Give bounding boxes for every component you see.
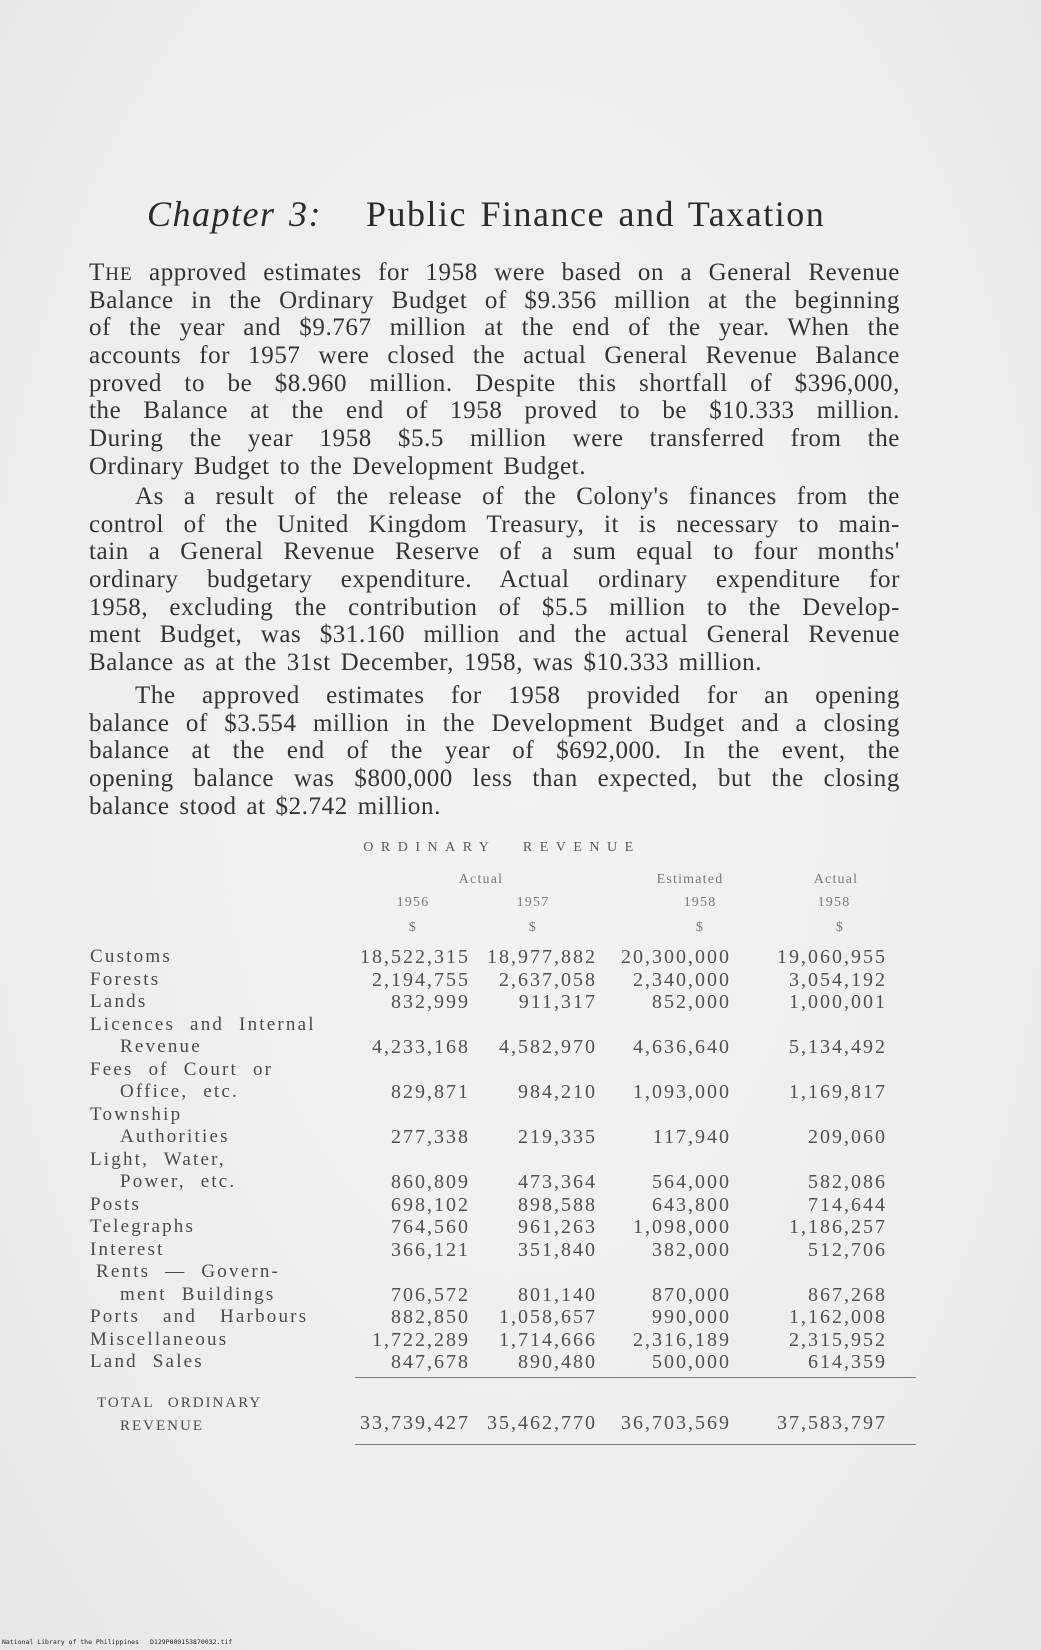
- table-row: [90, 1306, 900, 1329]
- value-1957-actual: 18,977,882: [487, 946, 597, 968]
- value-1956-actual: 882,850: [391, 1306, 470, 1328]
- row-label: [90, 1014, 355, 1059]
- row-label-line: Land Sales: [90, 1351, 204, 1372]
- row-label-line: Power, etc.: [120, 1171, 237, 1192]
- table-row: [90, 1104, 900, 1149]
- value-1958-estimated: 2,340,000: [633, 968, 731, 991]
- table-row: [90, 1351, 900, 1374]
- paragraph: [89, 483, 900, 677]
- total-row: [90, 1392, 900, 1438]
- footer-library: National Library of the Philippines: [2, 1638, 139, 1646]
- row-label-line: Miscellaneous: [90, 1328, 229, 1350]
- value-1956-actual: 706,572: [391, 1283, 470, 1306]
- chapter-title: Public Finance and Taxation: [366, 194, 826, 234]
- row-label-line: Office, etc.: [120, 1081, 239, 1102]
- body-line: As a result of the release of the Colony's finances from the: [135, 483, 900, 510]
- value-1956-actual: 829,871: [391, 1081, 470, 1103]
- body-line: The approved estimates for 1958 provided for an opening: [135, 682, 900, 709]
- body-line-text: approved estimates for 1958 were based on a General Revenue: [149, 259, 900, 286]
- value-1957-actual: 961,263: [518, 1216, 597, 1238]
- body-line: Balance in the Ordinary Budget of $9.356 million at the beginning: [89, 286, 900, 314]
- value-1957-actual: 351,840: [518, 1238, 597, 1261]
- value-1958-actual: 1,162,008: [789, 1306, 887, 1328]
- value-1958-estimated: 20,300,000: [621, 946, 731, 968]
- value-1956-actual: 366,121: [391, 1238, 470, 1261]
- table-row: [90, 969, 900, 992]
- row-label-line: Authorities: [120, 1126, 230, 1147]
- total-label: [90, 1392, 355, 1438]
- total-1958-actual: 37,583,797: [777, 1412, 887, 1434]
- value-1956-actual: 832,999: [391, 991, 470, 1013]
- row-label: [90, 1104, 355, 1149]
- row-label: [90, 1216, 355, 1239]
- row-label: [90, 1239, 355, 1262]
- header-unit: $: [695, 920, 705, 935]
- body-line: the Balance at the end of 1958 proved to be $10.333 million.: [89, 397, 900, 425]
- body-line: [89, 259, 900, 287]
- row-label: [90, 946, 355, 969]
- row-label: [90, 1351, 355, 1374]
- row-label-line: ment Buildings: [120, 1283, 276, 1305]
- body-line: balance stood at $2.742 million.: [89, 792, 441, 820]
- value-1957-actual: 1,714,666: [499, 1328, 597, 1351]
- row-label-line: Fees of Court or: [90, 1058, 274, 1080]
- revenue-table: [90, 946, 900, 1374]
- value-1958-estimated: 852,000: [652, 991, 731, 1013]
- row-label-line: Rents — Govern-: [96, 1261, 281, 1282]
- body-line: balance at the end of the year of $692,000. In the event, the: [89, 737, 900, 765]
- total-label-line: TOTAL ORDINARY: [97, 1395, 263, 1411]
- table-row: [90, 1329, 900, 1352]
- value-1956-actual: 847,678: [391, 1351, 470, 1373]
- value-1958-estimated: 870,000: [652, 1283, 731, 1306]
- value-1957-actual: 984,210: [518, 1081, 597, 1103]
- row-label-line: Telegraphs: [90, 1216, 196, 1237]
- value-1956-actual: 698,102: [391, 1193, 470, 1216]
- row-label-line: Light, Water,: [90, 1148, 226, 1170]
- row-label-line: Ports and Harbours: [90, 1306, 309, 1327]
- table-row: [90, 946, 900, 969]
- table-row: [90, 1194, 900, 1217]
- body-line: 1958, excluding the contribution of $5.5 million to the Develop-: [89, 593, 900, 621]
- body-line: During the year 1958 $5.5 million were transferred from the: [89, 425, 900, 453]
- table-row: [90, 1239, 900, 1262]
- value-1956-actual: 764,560: [391, 1216, 470, 1238]
- body-line: Balance as at the 31st December, 1958, was $10.333 million.: [89, 649, 763, 677]
- value-1957-actual: 890,480: [518, 1351, 597, 1373]
- header-group-actual: Actual: [813, 872, 859, 887]
- body-line: balance of $3.554 million in the Development Budget and a closing: [89, 709, 900, 737]
- value-1957-actual: 473,364: [518, 1171, 597, 1193]
- value-1958-estimated: 382,000: [652, 1238, 731, 1261]
- value-1958-actual: 582,086: [808, 1171, 887, 1193]
- body-line: accounts for 1957 were closed the actual General Revenue Balance: [89, 342, 900, 370]
- row-label: [90, 1194, 355, 1217]
- value-1956-actual: 18,522,315: [360, 946, 470, 968]
- row-label: [90, 1329, 355, 1352]
- value-1958-estimated: 990,000: [652, 1306, 731, 1328]
- value-1958-actual: 1,169,817: [789, 1081, 887, 1103]
- chapter-label: Chapter 3:: [147, 194, 322, 234]
- row-label: [90, 991, 355, 1014]
- value-1957-actual: 898,588: [518, 1193, 597, 1216]
- value-1958-estimated: 1,093,000: [633, 1081, 731, 1103]
- value-1957-actual: 801,140: [518, 1283, 597, 1306]
- row-label: [90, 1059, 355, 1104]
- value-1958-actual: 1,000,001: [789, 991, 887, 1013]
- value-1957-actual: 1,058,657: [499, 1306, 597, 1328]
- table-row: [90, 991, 900, 1014]
- total-1956-actual: 33,739,427: [360, 1412, 470, 1434]
- header-group-actual: Actual: [458, 872, 504, 887]
- value-1958-estimated: 117,940: [652, 1126, 731, 1148]
- value-1958-estimated: 4,636,640: [633, 1036, 731, 1058]
- header-unit: $: [835, 920, 845, 935]
- value-1958-actual: 2,315,952: [789, 1328, 887, 1351]
- chapter-heading: [147, 192, 825, 236]
- header-unit: $: [408, 920, 418, 935]
- value-1956-actual: 4,233,168: [372, 1036, 470, 1058]
- body-line: opening balance was $800,000 less than expected, but the closing: [89, 765, 900, 793]
- table-row: [90, 1014, 900, 1059]
- row-label-line: Customs: [90, 946, 172, 967]
- value-1956-actual: 277,338: [391, 1126, 470, 1148]
- total-1958-estimated: 36,703,569: [621, 1412, 731, 1434]
- value-1957-actual: 911,317: [518, 991, 597, 1013]
- value-1956-actual: 860,809: [391, 1171, 470, 1193]
- body-line: Ordinary Budget to the Development Budget.: [89, 452, 587, 480]
- value-1956-actual: 1,722,289: [372, 1328, 470, 1351]
- paragraph: [89, 259, 900, 481]
- header-year: 1956: [396, 895, 430, 910]
- table-rule: [355, 1444, 916, 1445]
- row-label-line: Posts: [90, 1193, 142, 1215]
- row-label-line: Forests: [90, 968, 161, 990]
- footer-filename: D129P000153870032.tif: [150, 1638, 233, 1646]
- value-1958-actual: 19,060,955: [777, 946, 887, 968]
- value-1958-estimated: 1,098,000: [633, 1216, 731, 1238]
- value-1958-estimated: 2,316,189: [633, 1328, 731, 1351]
- body-line: ment Budget, was $31.160 million and the actual General Revenue: [89, 621, 900, 649]
- value-1958-estimated: 564,000: [652, 1171, 731, 1193]
- value-1958-estimated: 500,000: [652, 1351, 731, 1373]
- value-1958-actual: 3,054,192: [789, 968, 887, 991]
- row-label-line: Licences and Internal: [90, 1013, 316, 1035]
- row-label: [90, 969, 355, 992]
- body-line: tain a General Revenue Reserve of a sum equal to four months': [89, 538, 900, 566]
- row-label: [90, 1261, 355, 1306]
- value-1958-actual: 5,134,492: [789, 1036, 887, 1058]
- value-1958-actual: 867,268: [808, 1283, 887, 1306]
- total-label-line: REVENUE: [120, 1418, 204, 1434]
- table-row: [90, 1261, 900, 1306]
- table-title: ORDINARY REVENUE: [363, 840, 641, 855]
- total-1957-actual: 35,462,770: [487, 1412, 597, 1434]
- header-year: 1958: [817, 895, 851, 910]
- value-1958-actual: 714,644: [808, 1193, 887, 1216]
- row-label-line: Revenue: [120, 1036, 202, 1057]
- body-line: ordinary budgetary expenditure. Actual ordinary expenditure for: [89, 566, 900, 594]
- row-label: [90, 1306, 355, 1329]
- value-1956-actual: 2,194,755: [372, 968, 470, 991]
- row-label: [90, 1149, 355, 1194]
- table-row: [90, 1149, 900, 1194]
- row-label-line: Lands: [90, 991, 148, 1012]
- paragraph: [89, 682, 900, 820]
- table-rule: [355, 1377, 916, 1378]
- lead-small-caps: THE: [89, 259, 133, 286]
- value-1958-actual: 1,186,257: [789, 1216, 887, 1238]
- table-row: [90, 1059, 900, 1104]
- value-1958-estimated: 643,800: [652, 1193, 731, 1216]
- row-label-line: Township: [90, 1103, 183, 1125]
- header-year: 1958: [683, 895, 717, 910]
- header-year: 1957: [516, 895, 550, 910]
- body-line: control of the United Kingdom Treasury, it is necessary to main-: [89, 510, 900, 538]
- body-line: proved to be $8.960 million. Despite this shortfall of $396,000,: [89, 369, 900, 397]
- value-1957-actual: 4,582,970: [499, 1036, 597, 1058]
- value-1958-actual: 614,359: [808, 1351, 887, 1373]
- value-1958-actual: 512,706: [808, 1238, 887, 1261]
- table-row: [90, 1216, 900, 1239]
- value-1957-actual: 219,335: [518, 1126, 597, 1148]
- row-label-line: Interest: [90, 1238, 165, 1260]
- body-line: of the year and $9.767 million at the end of the year. When the: [89, 314, 900, 342]
- header-group-estimated: Estimated: [656, 872, 724, 887]
- value-1958-actual: 209,060: [808, 1126, 887, 1148]
- value-1957-actual: 2,637,058: [499, 968, 597, 991]
- header-unit: $: [528, 920, 538, 935]
